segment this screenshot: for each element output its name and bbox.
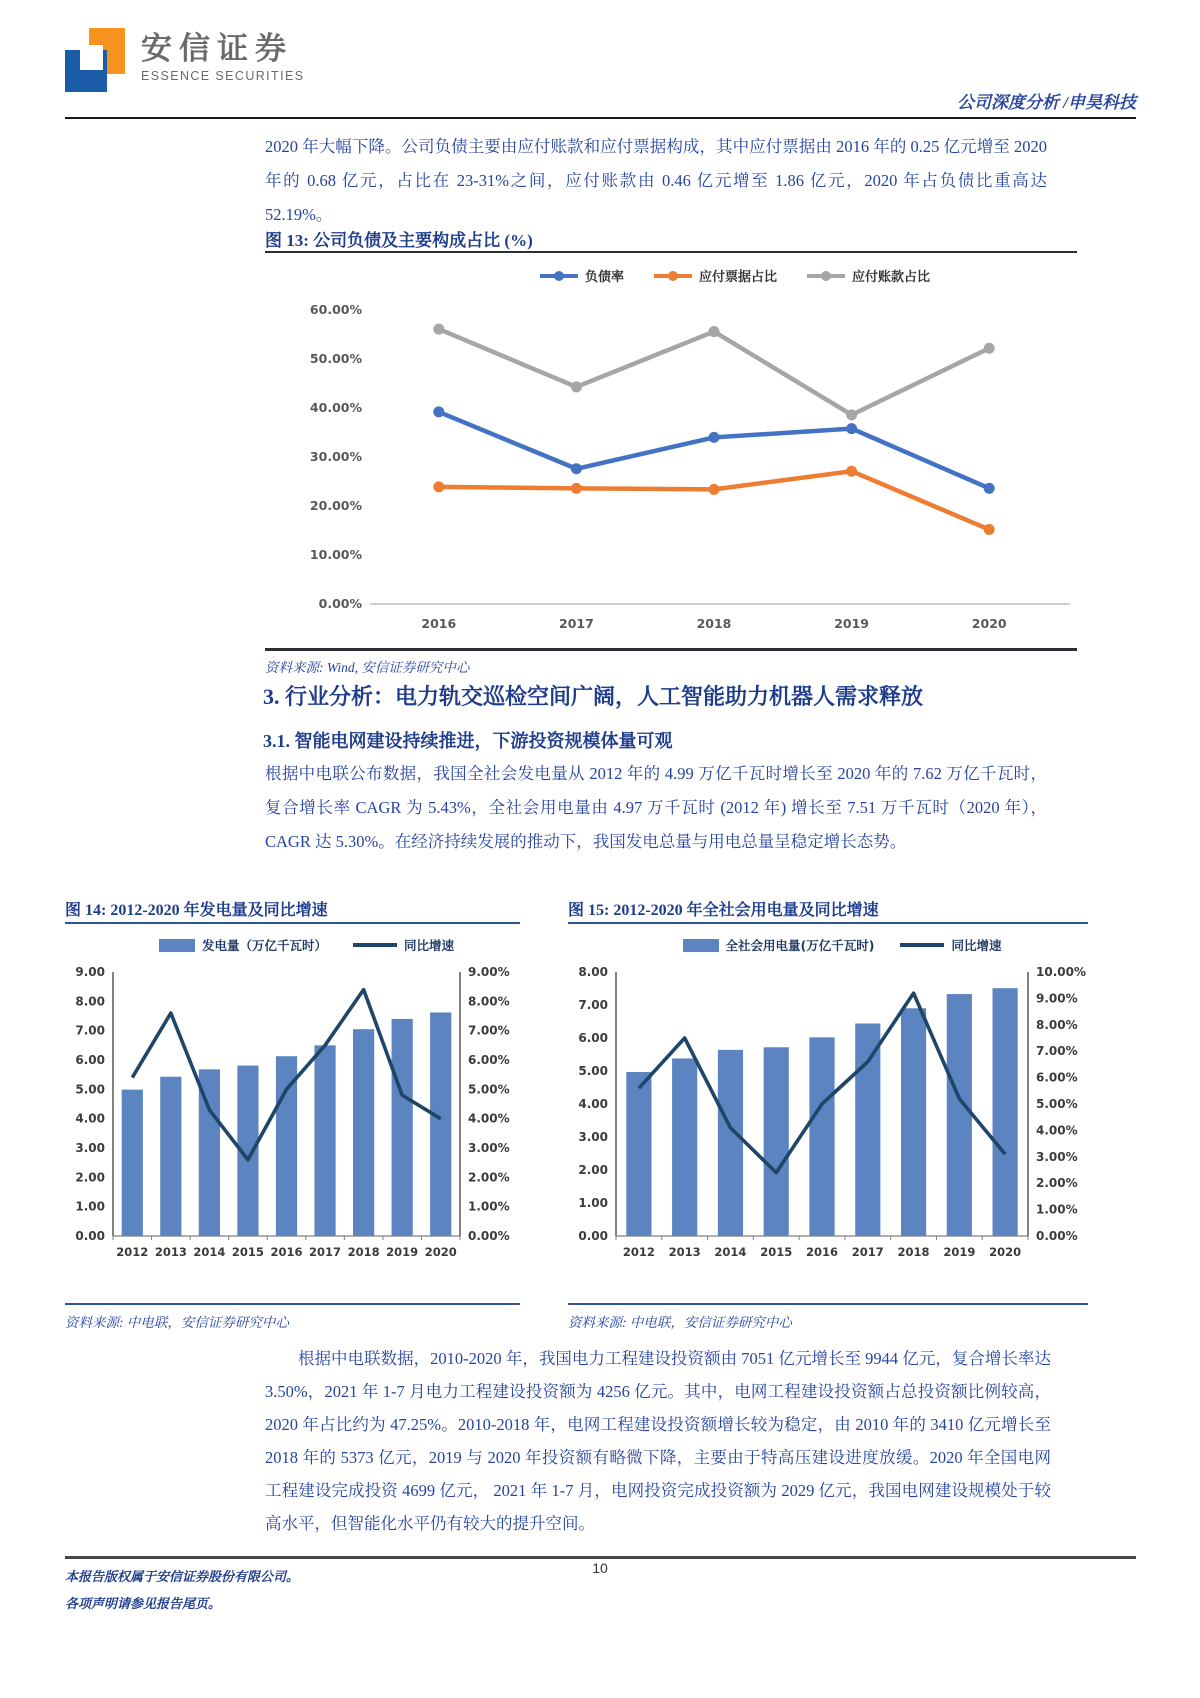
svg-text:3.00%: 3.00% (468, 1141, 510, 1155)
fig13-legend (270, 266, 1080, 285)
svg-text:2013: 2013 (668, 1245, 701, 1259)
svg-text:8.00%: 8.00% (1036, 1017, 1078, 1032)
svg-text:2020: 2020 (424, 1245, 457, 1259)
svg-text:8.00: 8.00 (578, 965, 608, 979)
fig14-title-divider (65, 922, 520, 924)
svg-text:10.00%: 10.00% (1036, 965, 1086, 979)
paragraph-debt: 2020 年大幅下降。公司负债主要由应付账款和应付票据构成，其中应付票据由 2016 年的 0.25 亿元增至 2020 年的 0.68 亿元，占比在 23-31%之间，应付账款由 0.46 亿元增至 1.86 亿元，2020 年占负债比重高达 52.19%。 (265, 137, 1047, 224)
fig15-title-divider (568, 922, 1088, 924)
svg-text:2019: 2019 (834, 616, 869, 631)
line-swatch-icon (353, 943, 397, 947)
svg-text:0.00: 0.00 (75, 1229, 105, 1243)
legend-item-debt-ratio: 负债率 (540, 266, 624, 285)
fig15-caption: 图 15: 2012-2020 年全社会用电量及同比增速 (568, 902, 879, 919)
fig15-combo-chart (568, 962, 1088, 1282)
svg-text:6.00: 6.00 (578, 1031, 608, 1045)
svg-text:3.00: 3.00 (75, 1141, 105, 1155)
series-line (439, 329, 989, 415)
svg-text:40.00%: 40.00% (309, 400, 362, 415)
svg-text:2017: 2017 (851, 1245, 884, 1259)
report-type-company: 公司深度分析 /申昊科技 (957, 93, 1136, 112)
svg-text:60.00%: 60.00% (309, 302, 362, 317)
svg-text:6.00: 6.00 (75, 1053, 105, 1067)
svg-text:9.00%: 9.00% (468, 965, 510, 979)
svg-text:9.00: 9.00 (75, 965, 105, 979)
svg-text:6.00%: 6.00% (468, 1053, 510, 1067)
series-line (439, 412, 989, 488)
fig14-source: 资料来源: 中电联，安信证券研究中心 (65, 1315, 289, 1330)
svg-text:4.00%: 4.00% (468, 1111, 510, 1126)
svg-text:2018: 2018 (897, 1245, 930, 1259)
svg-text:4.00: 4.00 (578, 1097, 608, 1111)
svg-text:5.00%: 5.00% (1036, 1097, 1078, 1111)
svg-text:0.00%: 0.00% (318, 596, 362, 611)
fig13-line-chart (270, 296, 1080, 648)
svg-text:2018: 2018 (347, 1245, 380, 1259)
essence-securities-logo-icon (65, 28, 127, 94)
svg-text:8.00: 8.00 (75, 994, 105, 1009)
svg-text:9.00%: 9.00% (1036, 991, 1078, 1006)
svg-text:2.00: 2.00 (75, 1170, 105, 1185)
svg-text:2013: 2013 (154, 1245, 187, 1259)
page-number: 10 (592, 1560, 608, 1576)
svg-text:2016: 2016 (805, 1245, 839, 1259)
legend-item-notes-payable: 应付票据占比 (654, 266, 777, 285)
line-marker-icon (654, 270, 692, 282)
fig15-bottom-divider (568, 1303, 1088, 1305)
brand-name-en: ESSENCE SECURITIES (141, 69, 305, 83)
svg-text:2.00%: 2.00% (468, 1170, 510, 1185)
svg-text:3.00%: 3.00% (1036, 1149, 1078, 1164)
svg-text:7.00: 7.00 (75, 1023, 105, 1038)
svg-text:20.00%: 20.00% (309, 498, 362, 513)
svg-text:2015: 2015 (760, 1245, 793, 1259)
fig15-legend (568, 936, 1088, 954)
svg-text:30.00%: 30.00% (309, 449, 362, 464)
svg-text:8.00%: 8.00% (468, 994, 510, 1009)
line-marker-icon (807, 270, 845, 282)
legend-item-consumption: 全社会用电量(万亿千瓦时) (683, 936, 875, 954)
svg-text:2014: 2014 (714, 1245, 747, 1259)
fig14-caption: 图 14: 2012-2020 年发电量及同比增速 (65, 902, 328, 919)
section-3-heading: 3. 行业分析：电力轨交巡检空间广阔，人工智能助力机器人需求释放 (263, 684, 924, 709)
svg-text:2.00: 2.00 (578, 1163, 608, 1177)
svg-text:50.00%: 50.00% (309, 351, 362, 366)
svg-text:2012: 2012 (116, 1245, 149, 1259)
legend-item-generation: 发电量（万亿千瓦时） (159, 936, 327, 954)
svg-text:5.00: 5.00 (75, 1082, 105, 1097)
svg-text:1.00%: 1.00% (1036, 1202, 1078, 1217)
svg-text:2020: 2020 (989, 1245, 1022, 1259)
svg-text:10.00%: 10.00% (309, 547, 362, 562)
section-3-1-heading: 3.1. 智能电网建设持续推进，下游投资规模体量可观 (263, 731, 673, 751)
svg-text:2018: 2018 (696, 616, 732, 631)
svg-text:7.00: 7.00 (578, 998, 608, 1012)
svg-text:4.00%: 4.00% (1036, 1123, 1078, 1138)
svg-text:2.00%: 2.00% (1036, 1176, 1078, 1191)
footer-disclaimer: 本报告版权属于安信证券股份有限公司。 各项声明请参见报告尾页。 (65, 1569, 300, 1611)
svg-text:1.00: 1.00 (578, 1196, 608, 1210)
legend-item-yoy-growth: 同比增速 (353, 936, 454, 954)
bar-swatch-icon (159, 939, 195, 952)
svg-text:2019: 2019 (386, 1245, 419, 1259)
paragraph-grid-investment: 根据中电联数据，2010-2020 年，我国电力工程建设投资额由 7051 亿元增长至 9944 亿元，复合增长率达 3.50%，2021 年 1-7 月电力工程建设投资额为 4256 亿元。其中，电网工程建设投资额占总投资额比例较高，2020 年占比约为 47.25%。2010-2018 年，电网工程建设投资额增长较为稳定，由 2010 年的 3410 亿元增长至 2018 年的 5373 亿元，2019 与 2020 年投资额有略微下降，主要由于特高压建设进度放缓。2020 年全国电网工程建设完成投资 4699 亿元， 2021 年 1-7 月，电网投资完成投资额为 2029 亿元，我国电网建设规模处于较高水平，但智能化水平仍有较大的提升空间。 (265, 1349, 1051, 1533)
svg-text:0.00%: 0.00% (468, 1229, 510, 1243)
fig13-bottom-divider (265, 648, 1077, 651)
fig13-source: 资料来源: Wind, 安信证券研究中心 (265, 660, 470, 675)
series-line (439, 471, 989, 529)
fig15-source: 资料来源: 中电联，安信证券研究中心 (568, 1315, 792, 1330)
svg-text:2017: 2017 (559, 616, 594, 631)
footer-divider (65, 1556, 1136, 1559)
paragraph-power-generation: 根据中电联公布数据，我国全社会发电量从 2012 年的 4.99 万亿千瓦时增长至 2020 年的 7.62 万亿千瓦时，复合增长率 CAGR 为 5.43%，全社会用电量由 4.97 万千瓦时 (2012 年) 增长至 7.51 万千瓦时（2020 年），CAGR 达 5.30%。在经济持续发展的推动下，我国发电总量与用电总量呈稳定增长态势。 (265, 764, 1047, 851)
fig13-top-divider (265, 251, 1077, 253)
svg-text:7.00%: 7.00% (1036, 1044, 1078, 1059)
svg-text:3.00: 3.00 (578, 1130, 608, 1144)
svg-text:1.00%: 1.00% (468, 1199, 510, 1214)
header-divider (65, 117, 1136, 119)
svg-text:2015: 2015 (231, 1245, 264, 1259)
bar-swatch-icon (683, 939, 719, 952)
brand-logo (65, 28, 304, 94)
line-marker-icon (540, 270, 578, 282)
line-swatch-icon (900, 943, 944, 947)
legend-item-yoy-growth: 同比增速 (900, 936, 1001, 954)
fig14-combo-chart (65, 962, 520, 1282)
svg-text:6.00%: 6.00% (1036, 1070, 1078, 1085)
svg-text:5.00: 5.00 (578, 1064, 608, 1078)
svg-text:2017: 2017 (309, 1245, 342, 1259)
legend-item-accounts-payable: 应付账款占比 (807, 266, 930, 285)
svg-text:1.00: 1.00 (75, 1199, 105, 1214)
svg-text:7.00%: 7.00% (468, 1023, 510, 1038)
svg-text:4.00: 4.00 (75, 1111, 105, 1126)
svg-text:2019: 2019 (943, 1245, 976, 1259)
svg-text:2016: 2016 (270, 1245, 303, 1259)
svg-text:2012: 2012 (622, 1245, 655, 1259)
fig14-bottom-divider (65, 1303, 520, 1305)
fig13-caption: 图 13: 公司负债及主要构成占比 (%) (265, 231, 533, 250)
svg-text:2014: 2014 (193, 1245, 226, 1259)
fig14-legend (65, 936, 520, 954)
brand-name-cn: 安信证券 (141, 31, 293, 66)
svg-text:2016: 2016 (421, 616, 457, 631)
svg-text:0.00: 0.00 (578, 1229, 608, 1243)
svg-text:2020: 2020 (971, 616, 1007, 631)
svg-text:0.00%: 0.00% (1036, 1229, 1078, 1243)
svg-text:5.00%: 5.00% (468, 1082, 510, 1097)
